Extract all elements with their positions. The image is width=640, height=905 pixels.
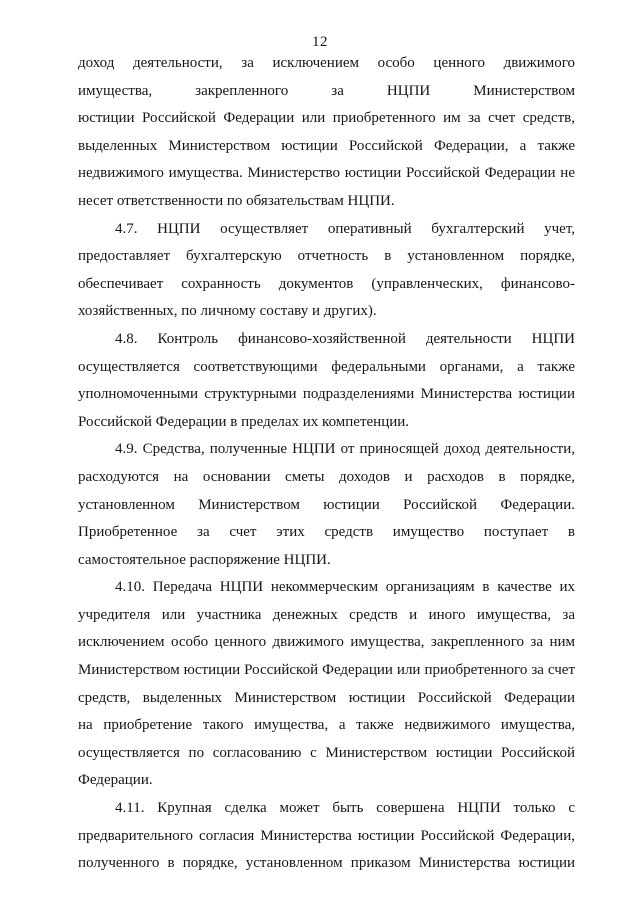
paragraph-continuation [78,50,575,216]
paragraph-clause-4-8 [78,326,575,436]
text-line: осуществляется по согласованию с Министерством юстиции Российской [78,744,575,761]
text-line: 4.10. Передача НЦПИ некоммерческим организациям в качестве их [115,579,575,596]
text-line: 4.7. НЦПИ осуществляет оперативный бухгалтерский учет, [115,220,575,237]
text-line: уполномоченными структурными подразделениями Министерства юстиции [78,386,575,403]
paragraph-clause-4-11 [78,795,575,878]
text-line: на приобретение такого имущества, а также недвижимого имущества, [78,717,575,734]
page-number: 12 [312,34,328,50]
text-line: выделенных Министерством юстиции Российской Федерации, а также [78,137,575,154]
text-line: обеспечивает сохранность документов (управленческих, финансово- [78,275,575,292]
text-line: предварительного согласия Министерства юстиции Российской Федерации, [78,827,575,844]
text-line: Министерством юстиции Российской Федерации или приобретенного за счет [78,662,575,679]
paragraph-clause-4-9 [78,436,575,574]
text-line: 4.9. Средства, полученные НЦПИ от приносящей доход деятельности, [115,441,575,458]
text-line: средств, выделенных Министерством юстиции Российской Федерации [78,689,575,706]
text-line: недвижимого имущества. Министерство юстиции Российской Федерации не [78,165,575,182]
text-line: исключением особо ценного движимого имущества, закрепленного за ним [78,634,575,651]
text-line: имущества, закрепленного за НЦПИ Министерством [78,82,575,99]
text-line: установленном Министерством юстиции Российской Федерации. [78,496,575,513]
text-line: Приобретенное за счет этих средств имущество поступает в [78,524,575,541]
paragraph-clause-4-7 [78,216,575,326]
text-line: 4.11. Крупная сделка может быть совершена НЦПИ только с [115,800,575,817]
text-line: Российской Федерации в пределах их компетенции. [78,413,410,430]
text-line: хозяйственных, по личному составу и других). [78,303,377,320]
text-line: 4.8. Контроль финансово-хозяйственной деятельности НЦПИ [115,330,575,347]
text-line: учредителя или участника денежных средств и иного имущества, за [78,606,575,623]
text-line: доход деятельности, за исключением особо ценного движимого [78,55,575,71]
text-line: юстиции Российской Федерации или приобретенного им за счет средств, [78,110,575,127]
text-line: предоставляет бухгалтерскую отчетность в установленном порядке, [78,248,575,265]
text-line: несет ответственности по обязательствам НЦПИ. [78,192,395,209]
document-text [78,50,575,878]
text-line: расходуются на основании сметы доходов и расходов в порядке, [78,468,575,485]
text-line: полученного в порядке, установленном приказом Министерства юстиции [78,855,575,872]
text-line: Федерации. [78,772,153,789]
text-line: осуществляется соответствующими федеральными органами, а также [78,358,575,375]
paragraph-clause-4-10 [78,574,575,795]
text-line: самостоятельное распоряжение НЦПИ. [78,551,331,568]
